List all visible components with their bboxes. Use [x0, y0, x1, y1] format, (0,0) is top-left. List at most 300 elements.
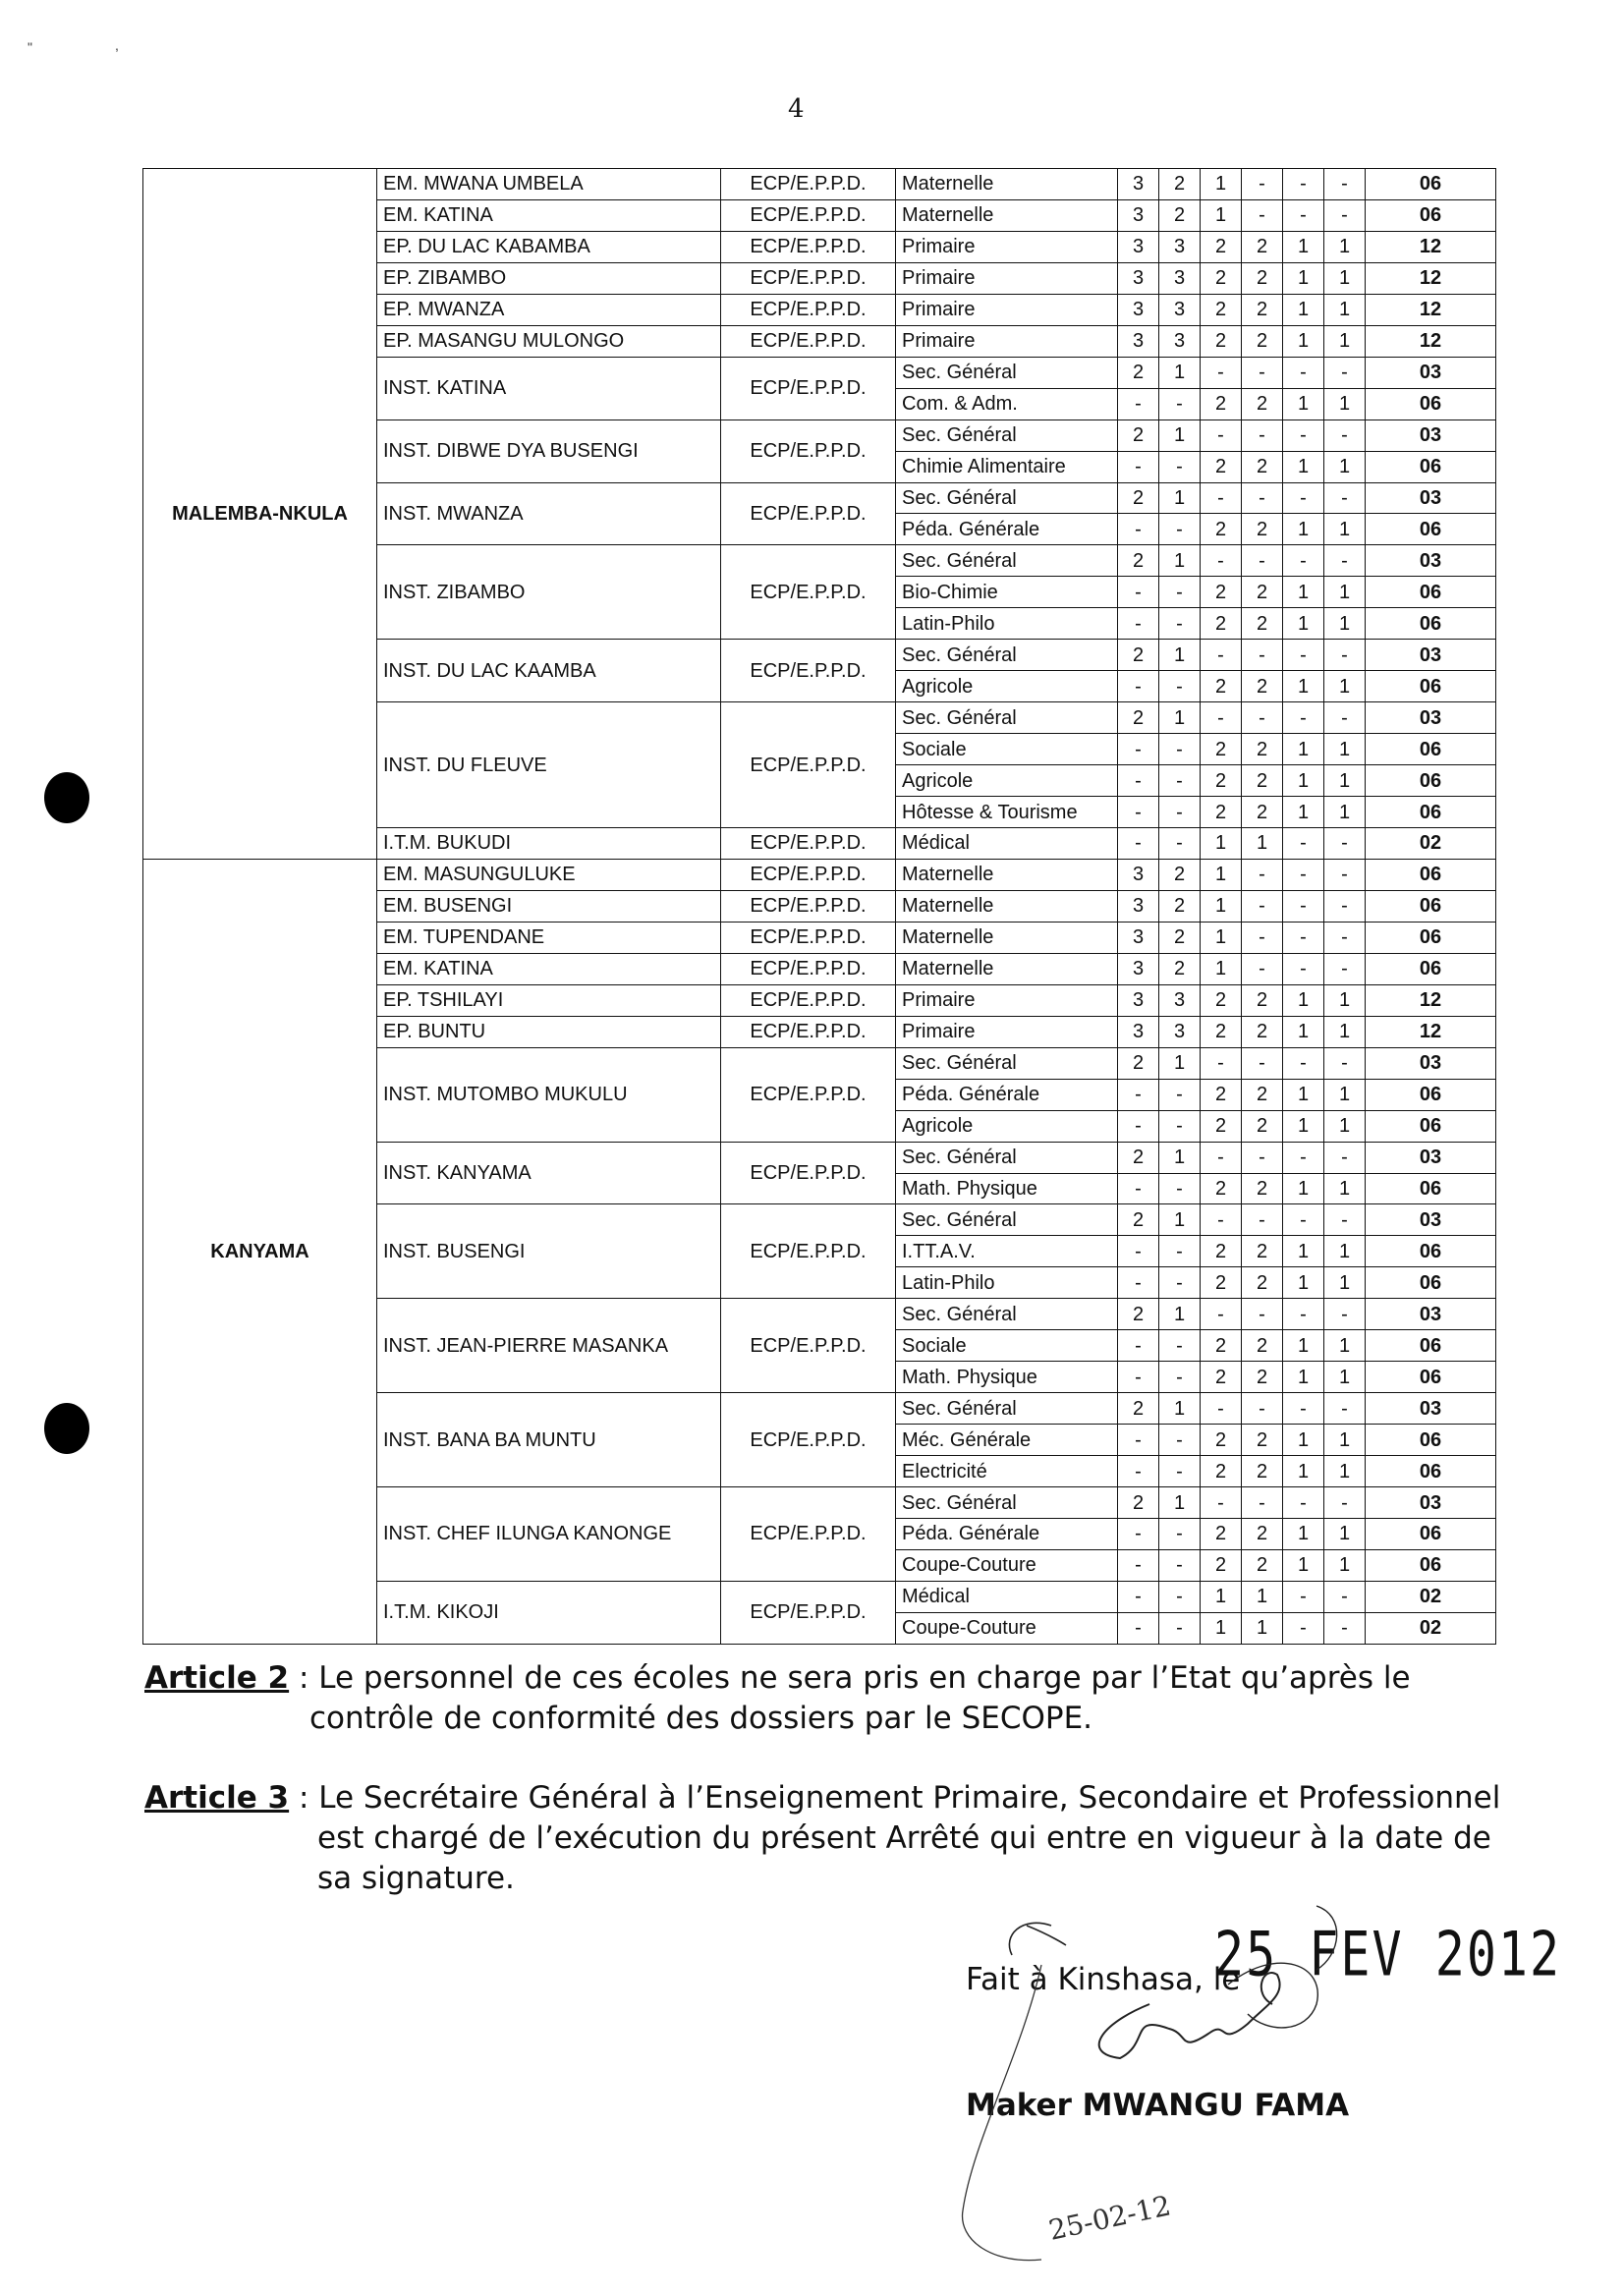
class-count: 1	[1324, 765, 1366, 797]
row-total: 06	[1366, 1330, 1496, 1362]
class-count: 1	[1159, 482, 1201, 514]
class-count: 2	[1201, 1110, 1242, 1142]
class-count: -	[1118, 1267, 1159, 1299]
school-option: Sec. Général	[896, 702, 1118, 734]
school-name: EP. DU LAC KABAMBA	[377, 231, 721, 262]
class-count: -	[1159, 608, 1201, 640]
class-count: 1	[1283, 1456, 1324, 1487]
school-option: Sec. Général	[896, 640, 1118, 671]
class-count: 2	[1242, 1518, 1283, 1549]
class-count: 1	[1324, 1079, 1366, 1110]
school-regime: ECP/E.P.P.D.	[721, 545, 896, 640]
class-count: 1	[1324, 1330, 1366, 1362]
class-count: 2	[1159, 922, 1201, 953]
article-3-label: Article 3	[144, 1780, 290, 1816]
class-count: 1	[1201, 922, 1242, 953]
class-count: 1	[1324, 262, 1366, 294]
school-option: Latin-Philo	[896, 608, 1118, 640]
class-count: -	[1159, 671, 1201, 702]
school-regime: ECP/E.P.P.D.	[721, 357, 896, 419]
school-option: Sec. Général	[896, 545, 1118, 577]
row-total: 03	[1366, 1047, 1496, 1079]
class-count: -	[1159, 797, 1201, 828]
school-option: Sec. Général	[896, 1142, 1118, 1173]
school-regime: ECP/E.P.P.D.	[721, 1016, 896, 1047]
class-count: 3	[1118, 859, 1159, 890]
row-total: 12	[1366, 984, 1496, 1016]
class-count: 1	[1283, 1079, 1324, 1110]
row-total: 06	[1366, 451, 1496, 482]
article-2	[144, 1658, 1411, 1739]
class-count: -	[1118, 734, 1159, 765]
class-count: 2	[1242, 294, 1283, 325]
class-count: 1	[1283, 451, 1324, 482]
class-count: 2	[1159, 953, 1201, 984]
class-count: -	[1283, 357, 1324, 388]
class-count: 2	[1118, 1393, 1159, 1425]
class-count: -	[1283, 419, 1324, 451]
class-count: 1	[1159, 640, 1201, 671]
class-count: -	[1283, 1487, 1324, 1519]
school-option: Sociale	[896, 1330, 1118, 1362]
school-option: Péda. Générale	[896, 514, 1118, 545]
class-count: 2	[1201, 734, 1242, 765]
class-count: 1	[1159, 545, 1201, 577]
class-count: 1	[1324, 294, 1366, 325]
class-count: 1	[1283, 734, 1324, 765]
class-count: -	[1159, 1173, 1201, 1204]
class-count: 1	[1159, 1047, 1201, 1079]
class-count: -	[1242, 640, 1283, 671]
place-and-date-text: Fait à Kinshasa, le	[966, 1962, 1241, 1997]
class-count: 1	[1242, 1612, 1283, 1644]
school-regime: ECP/E.P.P.D.	[721, 1204, 896, 1299]
school-option: Primaire	[896, 325, 1118, 357]
zone-name: KANYAMA	[143, 859, 377, 1644]
class-count: 2	[1201, 294, 1242, 325]
row-total: 03	[1366, 1393, 1496, 1425]
class-count: 2	[1242, 1236, 1283, 1267]
row-total: 12	[1366, 231, 1496, 262]
class-count: 2	[1201, 984, 1242, 1016]
class-count: 2	[1201, 765, 1242, 797]
class-count: -	[1324, 1204, 1366, 1236]
date-stamp: 25 FEV 2012	[1214, 1918, 1562, 1990]
class-count: 1	[1283, 1110, 1324, 1142]
class-count: 1	[1201, 1581, 1242, 1612]
school-regime: ECP/E.P.P.D.	[721, 890, 896, 922]
class-count: 2	[1201, 451, 1242, 482]
school-option: Agricole	[896, 1110, 1118, 1142]
class-count: -	[1118, 451, 1159, 482]
class-count: 3	[1118, 890, 1159, 922]
table-row	[143, 859, 1496, 890]
class-count: 1	[1283, 577, 1324, 608]
school-regime: ECP/E.P.P.D.	[721, 482, 896, 545]
article-3-line2: est chargé de l’exécution du présent Arrêté qui entre en vigueur à la date de	[317, 1819, 1491, 1856]
class-count: 1	[1324, 1362, 1366, 1393]
row-total: 02	[1366, 828, 1496, 860]
class-count: -	[1118, 1518, 1159, 1549]
class-count: 1	[1159, 1487, 1201, 1519]
school-name: INST. JEAN-PIERRE MASANKA	[377, 1299, 721, 1393]
class-count: 2	[1242, 984, 1283, 1016]
class-count: -	[1242, 1299, 1283, 1330]
row-total: 06	[1366, 922, 1496, 953]
class-count: 1	[1283, 388, 1324, 419]
scan-mark: ,	[115, 37, 119, 53]
school-regime: ECP/E.P.P.D.	[721, 169, 896, 200]
class-count: -	[1283, 545, 1324, 577]
school-name: INST. DU FLEUVE	[377, 702, 721, 828]
class-count: 1	[1283, 608, 1324, 640]
school-regime: ECP/E.P.P.D.	[721, 231, 896, 262]
school-name: EM. BUSENGI	[377, 890, 721, 922]
school-name: EM. TUPENDANE	[377, 922, 721, 953]
row-total: 12	[1366, 325, 1496, 357]
class-count: 1	[1242, 828, 1283, 860]
class-count: 2	[1159, 199, 1201, 231]
row-total: 12	[1366, 262, 1496, 294]
class-count: -	[1201, 1487, 1242, 1519]
school-option: Maternelle	[896, 922, 1118, 953]
article-3-separator: :	[289, 1780, 319, 1816]
class-count: 2	[1118, 357, 1159, 388]
row-total: 06	[1366, 199, 1496, 231]
school-option: Sec. Général	[896, 1487, 1118, 1519]
class-count: -	[1242, 890, 1283, 922]
school-regime: ECP/E.P.P.D.	[721, 1047, 896, 1142]
class-count: 1	[1201, 890, 1242, 922]
school-regime: ECP/E.P.P.D.	[721, 859, 896, 890]
class-count: 1	[1324, 1173, 1366, 1204]
class-count: 1	[1324, 734, 1366, 765]
signer-name: Maker MWANGU FAMA	[966, 2088, 1350, 2123]
school-regime: ECP/E.P.P.D.	[721, 199, 896, 231]
class-count: 1	[1283, 765, 1324, 797]
school-regime: ECP/E.P.P.D.	[721, 1581, 896, 1644]
class-count: 1	[1159, 1142, 1201, 1173]
class-count: 1	[1283, 514, 1324, 545]
class-count: 2	[1159, 169, 1201, 200]
class-count: 2	[1242, 734, 1283, 765]
class-count: 1	[1283, 1425, 1324, 1456]
class-count: -	[1159, 1425, 1201, 1456]
handwritten-signature	[855, 1886, 1366, 2279]
class-count: 1	[1283, 1518, 1324, 1549]
school-option: Agricole	[896, 765, 1118, 797]
class-count: -	[1324, 1047, 1366, 1079]
class-count: 2	[1118, 1047, 1159, 1079]
school-regime: ECP/E.P.P.D.	[721, 1142, 896, 1204]
school-option: Sec. Général	[896, 482, 1118, 514]
class-count: -	[1201, 357, 1242, 388]
class-count: 2	[1118, 545, 1159, 577]
article-3	[144, 1778, 1500, 1899]
row-total: 06	[1366, 388, 1496, 419]
school-regime: ECP/E.P.P.D.	[721, 702, 896, 828]
class-count: 1	[1283, 671, 1324, 702]
class-count: -	[1118, 1110, 1159, 1142]
school-option: Primaire	[896, 262, 1118, 294]
class-count: -	[1324, 419, 1366, 451]
class-count: -	[1242, 199, 1283, 231]
class-count: -	[1159, 1581, 1201, 1612]
school-option: Sec. Général	[896, 357, 1118, 388]
school-name: I.T.M. KIKOJI	[377, 1581, 721, 1644]
class-count: -	[1324, 1612, 1366, 1644]
class-count: 2	[1201, 1173, 1242, 1204]
school-regime: ECP/E.P.P.D.	[721, 640, 896, 702]
class-count: 1	[1324, 1425, 1366, 1456]
class-count: 2	[1242, 1456, 1283, 1487]
class-count: 1	[1201, 953, 1242, 984]
class-count: 2	[1118, 419, 1159, 451]
class-count: 2	[1242, 1110, 1283, 1142]
row-total: 06	[1366, 1173, 1496, 1204]
school-regime: ECP/E.P.P.D.	[721, 1487, 896, 1582]
scan-mark: "	[28, 39, 32, 55]
class-count: -	[1159, 1236, 1201, 1267]
row-total: 06	[1366, 1456, 1496, 1487]
class-count: -	[1201, 1204, 1242, 1236]
row-total: 06	[1366, 734, 1496, 765]
school-name: INST. KANYAMA	[377, 1142, 721, 1204]
class-count: 2	[1201, 1456, 1242, 1487]
class-count: 2	[1201, 1236, 1242, 1267]
school-name: EP. MWANZA	[377, 294, 721, 325]
class-count: -	[1118, 1425, 1159, 1456]
class-count: 1	[1324, 1267, 1366, 1299]
school-option: I.TT.A.V.	[896, 1236, 1118, 1267]
table-body	[143, 169, 1496, 1645]
school-option: Electricité	[896, 1456, 1118, 1487]
school-regime: ECP/E.P.P.D.	[721, 1299, 896, 1393]
class-count: -	[1283, 953, 1324, 984]
class-count: 2	[1118, 702, 1159, 734]
class-count: -	[1201, 482, 1242, 514]
class-count: 3	[1159, 1016, 1201, 1047]
class-count: 2	[1242, 608, 1283, 640]
class-count: -	[1201, 1047, 1242, 1079]
class-count: 1	[1324, 514, 1366, 545]
class-count: 2	[1242, 388, 1283, 419]
page-number: 4	[788, 94, 805, 124]
class-count: 3	[1159, 231, 1201, 262]
class-count: -	[1324, 1142, 1366, 1173]
class-count: 3	[1118, 984, 1159, 1016]
class-count: -	[1242, 702, 1283, 734]
row-total: 06	[1366, 1362, 1496, 1393]
punch-hole	[44, 772, 89, 823]
class-count: -	[1159, 1330, 1201, 1362]
class-count: 3	[1118, 169, 1159, 200]
class-count: 2	[1201, 1016, 1242, 1047]
class-count: 3	[1159, 294, 1201, 325]
class-count: -	[1159, 828, 1201, 860]
school-option: Chimie Alimentaire	[896, 451, 1118, 482]
school-name: EM. KATINA	[377, 953, 721, 984]
row-total: 03	[1366, 545, 1496, 577]
class-count: 1	[1283, 797, 1324, 828]
class-count: 1	[1201, 859, 1242, 890]
row-total: 03	[1366, 1142, 1496, 1173]
class-count: 2	[1201, 1267, 1242, 1299]
class-count: -	[1118, 1330, 1159, 1362]
class-count: -	[1201, 545, 1242, 577]
class-count: -	[1283, 1612, 1324, 1644]
row-total: 06	[1366, 1079, 1496, 1110]
school-name: EM. MWANA UMBELA	[377, 169, 721, 200]
class-count: -	[1283, 1204, 1324, 1236]
class-count: 2	[1118, 1299, 1159, 1330]
class-count: -	[1159, 1612, 1201, 1644]
class-count: 1	[1324, 1549, 1366, 1581]
class-count: -	[1324, 828, 1366, 860]
class-count: -	[1324, 169, 1366, 200]
school-regime: ECP/E.P.P.D.	[721, 1393, 896, 1487]
row-total: 06	[1366, 608, 1496, 640]
class-count: 1	[1324, 1236, 1366, 1267]
school-name: INST. MUTOMBO MUKULU	[377, 1047, 721, 1142]
class-count: 2	[1242, 1173, 1283, 1204]
row-total: 06	[1366, 1267, 1496, 1299]
class-count: 1	[1283, 1173, 1324, 1204]
class-count: -	[1283, 922, 1324, 953]
class-count: 3	[1118, 294, 1159, 325]
class-count: -	[1118, 514, 1159, 545]
class-count: 3	[1159, 984, 1201, 1016]
class-count: -	[1324, 1581, 1366, 1612]
class-count: 3	[1159, 325, 1201, 357]
class-count: 1	[1283, 1267, 1324, 1299]
class-count: -	[1159, 1456, 1201, 1487]
class-count: -	[1324, 199, 1366, 231]
class-count: -	[1283, 1581, 1324, 1612]
class-count: -	[1283, 859, 1324, 890]
school-option: Sec. Général	[896, 1393, 1118, 1425]
class-count: 1	[1324, 325, 1366, 357]
row-total: 06	[1366, 859, 1496, 890]
class-count: -	[1159, 765, 1201, 797]
class-count: 2	[1201, 262, 1242, 294]
class-count: 2	[1201, 608, 1242, 640]
row-total: 02	[1366, 1581, 1496, 1612]
class-count: 1	[1201, 199, 1242, 231]
class-count: -	[1242, 859, 1283, 890]
school-option: Maternelle	[896, 169, 1118, 200]
class-count: -	[1118, 765, 1159, 797]
class-count: 1	[1159, 1393, 1201, 1425]
row-total: 12	[1366, 1016, 1496, 1047]
row-total: 06	[1366, 514, 1496, 545]
school-name: INST. DIBWE DYA BUSENGI	[377, 419, 721, 482]
class-count: -	[1159, 388, 1201, 419]
school-option: Math. Physique	[896, 1362, 1118, 1393]
school-name: EP. BUNTU	[377, 1016, 721, 1047]
class-count: -	[1283, 828, 1324, 860]
class-count: 2	[1242, 1425, 1283, 1456]
row-total: 03	[1366, 640, 1496, 671]
school-option: Sec. Général	[896, 1047, 1118, 1079]
class-count: 2	[1118, 1142, 1159, 1173]
class-count: -	[1242, 1204, 1283, 1236]
class-count: 1	[1324, 1110, 1366, 1142]
class-count: 2	[1118, 640, 1159, 671]
school-option: Primaire	[896, 294, 1118, 325]
class-count: -	[1324, 482, 1366, 514]
school-regime: ECP/E.P.P.D.	[721, 953, 896, 984]
school-name: INST. ZIBAMBO	[377, 545, 721, 640]
row-total: 06	[1366, 1110, 1496, 1142]
handwritten-date: 25-02-12	[1045, 2189, 1174, 2247]
school-option: Latin-Philo	[896, 1267, 1118, 1299]
class-count: -	[1118, 828, 1159, 860]
class-count: -	[1118, 1079, 1159, 1110]
row-total: 06	[1366, 671, 1496, 702]
class-count: 2	[1201, 1518, 1242, 1549]
row-total: 06	[1366, 169, 1496, 200]
class-count: 1	[1283, 1549, 1324, 1581]
table-row	[143, 169, 1496, 200]
class-count: -	[1118, 608, 1159, 640]
class-count: 2	[1201, 1425, 1242, 1456]
row-total: 06	[1366, 890, 1496, 922]
class-count: 2	[1118, 1204, 1159, 1236]
class-count: -	[1118, 1173, 1159, 1204]
class-count: 1	[1201, 1612, 1242, 1644]
class-count: 2	[1201, 577, 1242, 608]
article-2-label: Article 2	[144, 1660, 290, 1696]
class-count: 1	[1283, 1236, 1324, 1267]
class-count: 3	[1118, 262, 1159, 294]
class-count: -	[1118, 1236, 1159, 1267]
class-count: -	[1283, 1299, 1324, 1330]
school-option: Sec. Général	[896, 419, 1118, 451]
school-regime: ECP/E.P.P.D.	[721, 325, 896, 357]
article-2-separator: :	[289, 1660, 319, 1696]
class-count: -	[1118, 1362, 1159, 1393]
class-count: -	[1242, 1047, 1283, 1079]
zone-name: MALEMBA-NKULA	[143, 169, 377, 860]
class-count: -	[1242, 357, 1283, 388]
class-count: -	[1242, 953, 1283, 984]
class-count: -	[1159, 1549, 1201, 1581]
class-count: 1	[1159, 357, 1201, 388]
punch-hole	[44, 1403, 89, 1454]
article-3-line1: Le Secrétaire Général à l’Enseignement Primaire, Secondaire et Professionnel	[318, 1780, 1501, 1816]
school-option: Sec. Général	[896, 1204, 1118, 1236]
class-count: 2	[1201, 1330, 1242, 1362]
row-total: 06	[1366, 1425, 1496, 1456]
school-option: Coupe-Couture	[896, 1549, 1118, 1581]
class-count: 2	[1242, 1549, 1283, 1581]
class-count: -	[1159, 1518, 1201, 1549]
class-count: -	[1201, 640, 1242, 671]
class-count: 2	[1242, 671, 1283, 702]
school-option: Math. Physique	[896, 1173, 1118, 1204]
school-option: Agricole	[896, 671, 1118, 702]
class-count: -	[1283, 1142, 1324, 1173]
class-count: -	[1283, 1393, 1324, 1425]
class-count: -	[1242, 419, 1283, 451]
row-total: 03	[1366, 482, 1496, 514]
school-name: INST. DU LAC KAAMBA	[377, 640, 721, 702]
school-name: INST. CHEF ILUNGA KANONGE	[377, 1487, 721, 1582]
class-count: 2	[1242, 231, 1283, 262]
class-count: 1	[1324, 797, 1366, 828]
row-total: 02	[1366, 1612, 1496, 1644]
